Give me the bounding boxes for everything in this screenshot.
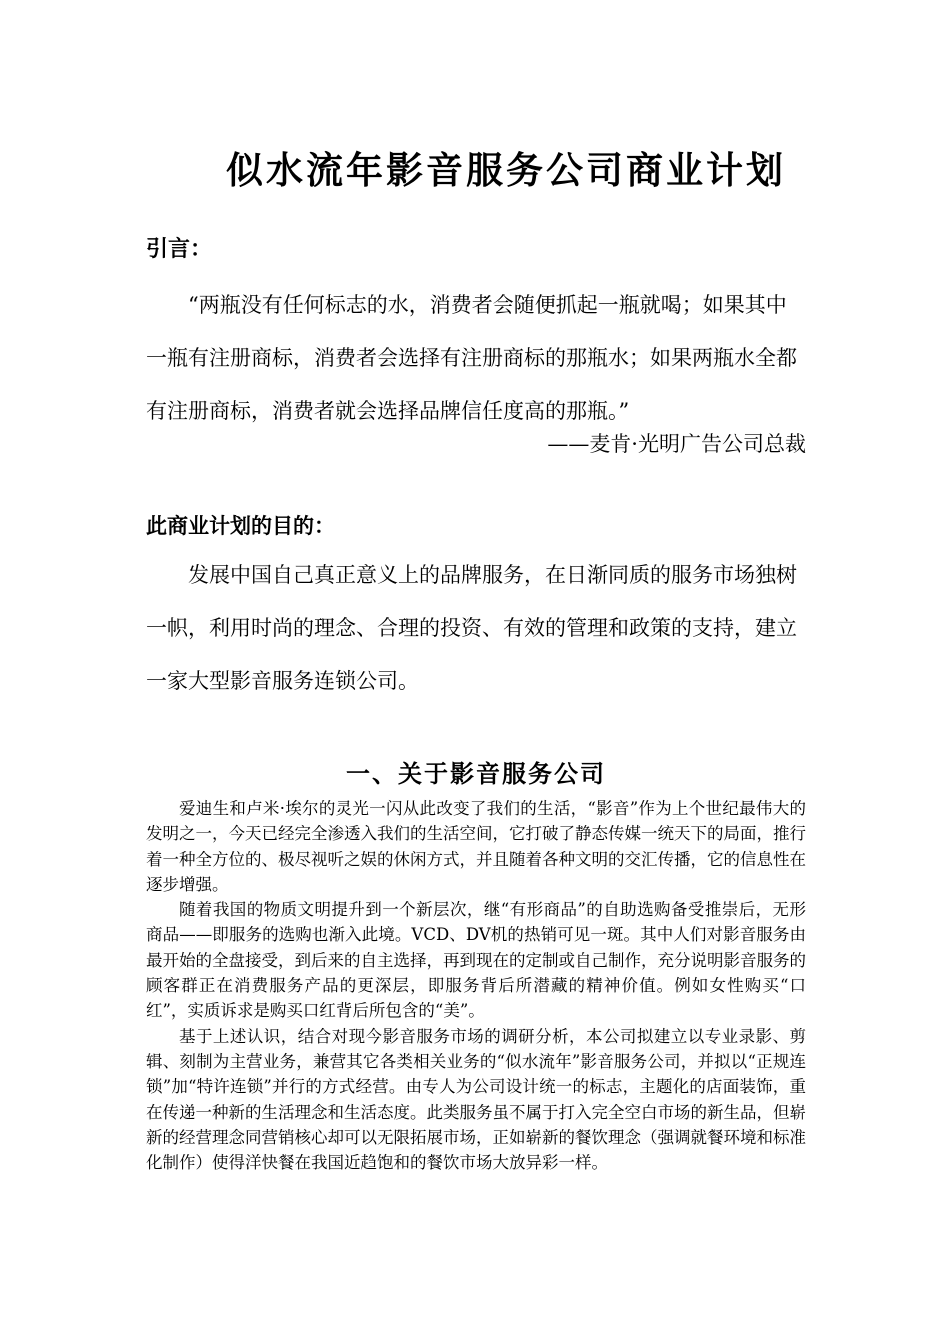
body-paragraph: 随着我国的物质文明提升到一个新层次，继“有形商品”的自助选购备受推崇后，无形商品——即服务的选购也渐入此境。VCD、DV机的热销可见一斑。其中人们对影音服务由最开始的全盘接受，到后来的自主选择，再到现在的定制或自己制作，充分说明影音服务的顾客群正在消费服务产品的更深层，即服务背后所潜藏的精神价值。例如女性购买“口红”，实质诉求是购买口红背后所包含的“美”。: [146, 900, 806, 1021]
intro-quote: “两瓶没有任何标志的水，消费者会随便抓起一瓶就喝；如果其中一瓶有注册商标，消费者会选择有注册商标的那瓶水；如果两瓶水全都有注册商标，消费者就会选择品牌信任度高的那瓶。”: [146, 293, 797, 423]
purpose-paragraph: 发展中国自己真正意义上的品牌服务，在日渐同质的服务市场独树一帜，利用时尚的理念、合理的投资、有效的管理和政策的支持，建立一家大型影音服务连锁公司。: [146, 563, 797, 693]
intro-heading: 引言：: [146, 237, 213, 262]
body-paragraph: 爱迪生和卢米·埃尔的灵光一闪从此改变了我们的生活，“影音”作为上个世纪最伟大的发明之一，今天已经完全渗透入我们的生活空间，它打破了静态传媒一统天下的局面，推行着一种全方位的、极尽视听之娱的休闲方式，并且随着各种文明的交汇传播，它的信息性在逐步增强。: [146, 799, 806, 894]
purpose-heading: 此商业计划的目的：: [146, 514, 335, 538]
body-paragraph: 基于上述认识，结合对现今影音服务市场的调研分析，本公司拟建立以专业录影、剪辑、刻制为主营业务，兼营其它各类相关业务的“似水流年”影音服务公司，并拟以“正规连锁”加“特许连锁”并行的方式经营。由专人为公司设计统一的标志，主题化的店面装饰，重在传递一种新的生活理念和生活态度。此类服务虽不属于打入完全空白市场的新生品，但崭新的经营理念同营销核心却可以无限拓展市场，正如崭新的餐饮理念（强调就餐环境和标准化制作）使得洋快餐在我国近趋饱和的餐饮市场大放异彩一样。: [146, 1026, 806, 1173]
quote-attribution: ——麦肯·光明广告公司总裁: [547, 432, 806, 456]
section-1-title: 一、关于影音服务公司: [346, 759, 606, 788]
document-title: 似水流年影音服务公司商业计划: [226, 148, 786, 192]
section-1-body: [146, 796, 806, 1175]
